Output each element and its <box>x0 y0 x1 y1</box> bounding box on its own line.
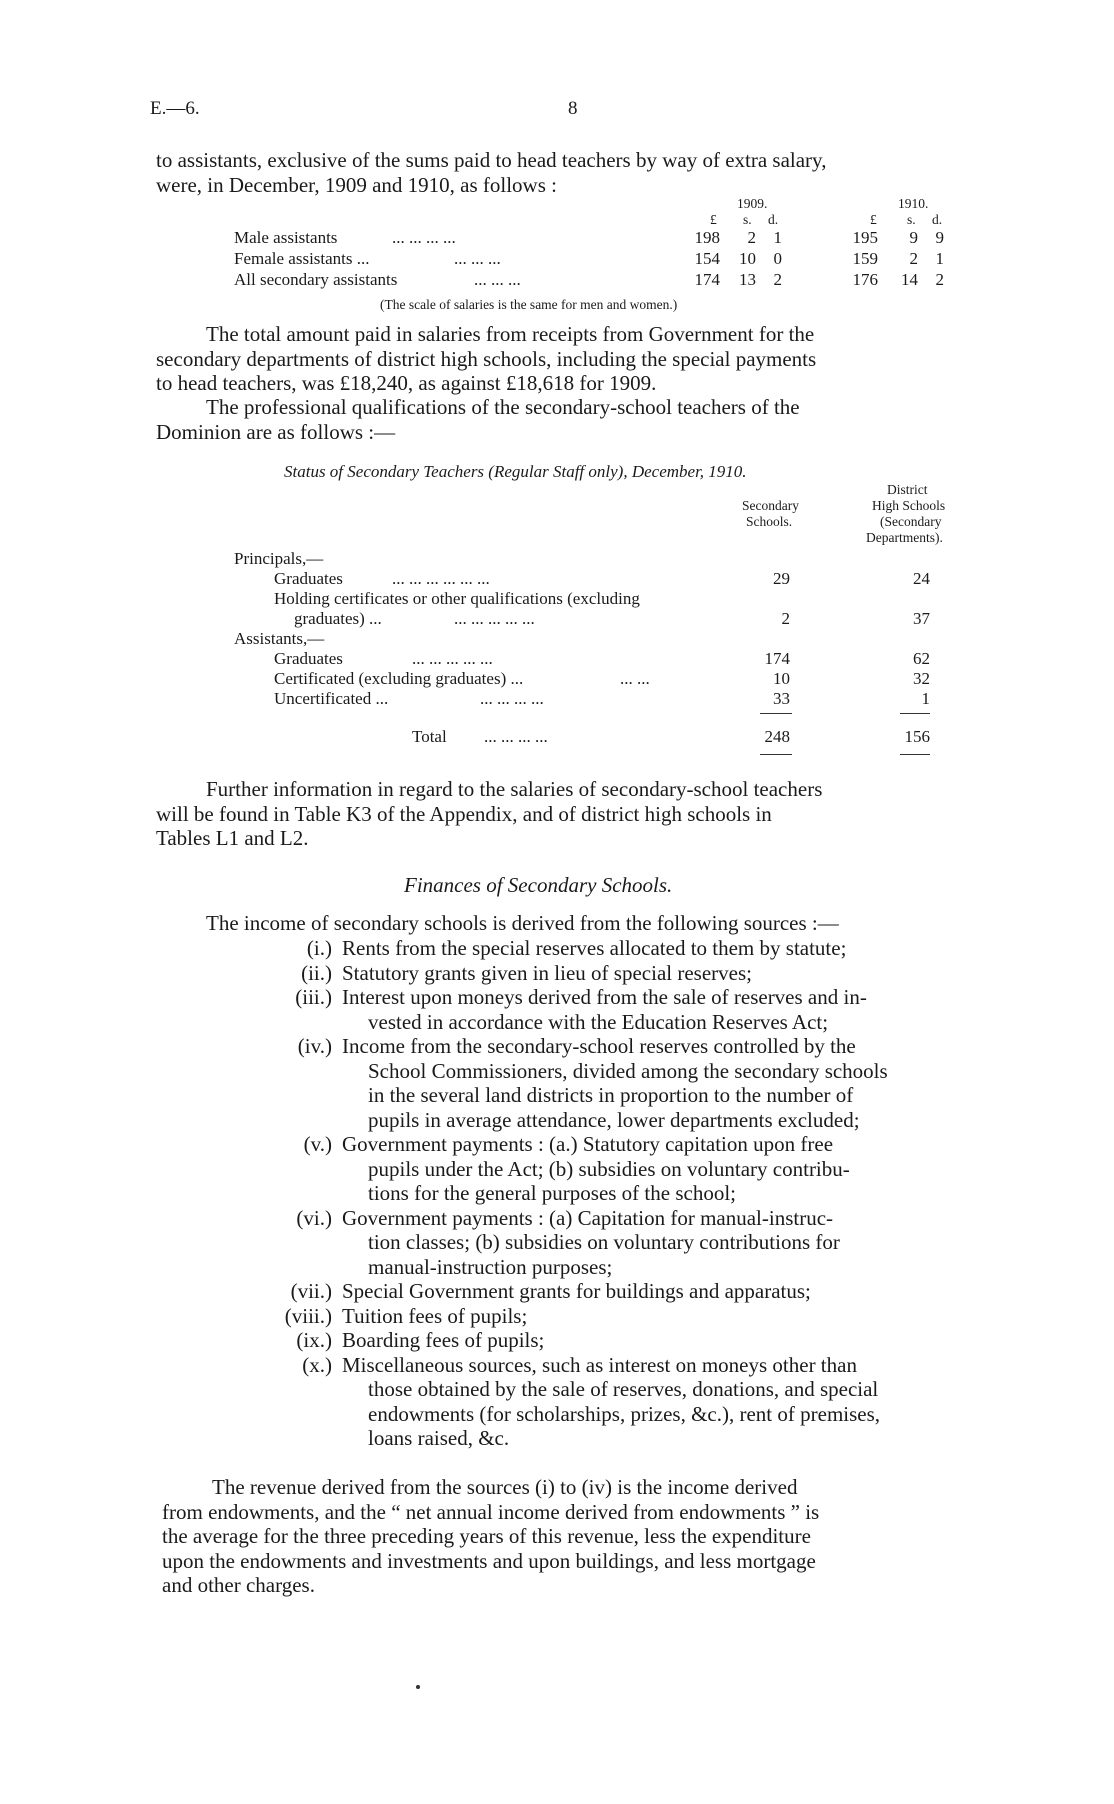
leader-dots: ... ... ... <box>454 249 501 268</box>
text-line: School Commissioners, divided among the secondary schools <box>368 1058 888 1083</box>
salaries-paragraph <box>156 322 1004 396</box>
column-heading: Secondary <box>742 498 799 513</box>
list-item-number: (v.) <box>303 1132 332 1156</box>
column-heading: District <box>887 482 928 497</box>
text-line: Further information in regard to the salaries of secondary-school teachers <box>206 777 823 801</box>
list-item <box>342 1279 811 1304</box>
total-label: Total <box>412 727 447 746</box>
table-row-label: Female assistants ... <box>234 249 370 268</box>
list-item-number: (vii.) <box>290 1279 332 1303</box>
text-line: Tuition fees of pupils; <box>342 1303 528 1328</box>
cell-pounds: 154 <box>694 249 720 268</box>
cell-pence: 1 <box>935 249 944 268</box>
cell-secondary: 29 <box>773 569 790 588</box>
leader-dots: ... ... ... ... <box>484 727 548 746</box>
section-heading: Finances of Secondary Schools. <box>404 873 673 897</box>
list-item <box>342 1034 888 1132</box>
leader-dots: ... ... ... ... <box>392 228 456 247</box>
table-caption: Status of Secondary Teachers (Regular Staff only), December, 1910. <box>284 462 747 481</box>
print-speck <box>416 1685 420 1689</box>
total-district: 156 <box>904 727 930 746</box>
text-line: to head teachers, was £18,240, as against £18,618 for 1909. <box>156 371 657 395</box>
list-item <box>342 1132 850 1206</box>
list-item <box>342 1328 544 1353</box>
year-heading: 1909. <box>737 196 768 211</box>
leader-dots: ... ... ... ... ... ... <box>392 569 490 588</box>
leader-dots: ... ... ... ... <box>480 689 544 708</box>
column-heading: Departments). <box>866 530 943 545</box>
list-item-number: (ix.) <box>296 1328 332 1352</box>
list-item-number: (i.) <box>306 936 332 960</box>
total-secondary: 248 <box>764 727 790 746</box>
list-item-number: (vi.) <box>296 1205 332 1230</box>
column-heading: (Secondary <box>880 514 942 529</box>
text-line: were, in December, 1909 and 1910, as follows : <box>156 172 557 197</box>
text-line: endowments (for scholarships, prizes, &c.), rent of premises, <box>368 1401 881 1426</box>
leader-dots: ... ... ... ... ... <box>412 649 493 668</box>
unit-pence: d. <box>932 212 943 227</box>
list-item-number: (ii.) <box>301 960 332 985</box>
income-sources-intro <box>206 911 1006 936</box>
text-line: Miscellaneous sources, such as interest on moneys other than <box>342 1352 857 1377</box>
leader-dots: ... ... <box>620 669 650 688</box>
page-code: E.—6. <box>150 98 200 119</box>
list-item <box>342 961 752 986</box>
leader-dots: ... ... ... ... ... <box>454 609 535 628</box>
text-line: The income of secondary schools is derived from the following sources :— <box>206 911 839 935</box>
cell-secondary: 10 <box>773 669 790 688</box>
text-line: Income from the secondary-school reserves controlled by the <box>342 1034 856 1058</box>
list-item <box>342 1304 527 1329</box>
text-line: Statutory grants given in lieu of special reserves; <box>342 960 752 985</box>
cell-shillings: 14 <box>901 270 918 289</box>
table-row-label: Graduates <box>274 649 343 668</box>
cell-pence: 2 <box>935 270 944 289</box>
text-line: Interest upon moneys derived from the sale of reserves and in- <box>342 985 867 1009</box>
unit-shillings: s. <box>907 212 916 227</box>
further-information-paragraph <box>156 777 1004 851</box>
cell-secondary: 2 <box>781 609 790 628</box>
list-item <box>342 1206 840 1280</box>
text-line: vested in accordance with the Education Reserves Act; <box>368 1009 829 1034</box>
cell-district: 24 <box>913 569 930 588</box>
list-item <box>342 985 1006 1034</box>
text-line: Boarding fees of pupils; <box>342 1328 545 1352</box>
text-line: The professional qualifications of the secondary-school teachers of the <box>206 395 800 419</box>
text-line: The revenue derived from the sources (i) to (iv) is the income derived <box>212 1475 798 1499</box>
unit-pounds: £ <box>710 212 717 227</box>
text-line: secondary departments of district high schools, including the special payments <box>156 346 817 371</box>
text-line: to assistants, exclusive of the sums paid to head teachers by way of extra salary, <box>156 148 827 172</box>
text-line: those obtained by the sale of reserves, donations, and special <box>368 1377 879 1401</box>
unit-pence: d. <box>768 212 779 227</box>
group-heading: Assistants,— <box>234 629 325 648</box>
cell-pounds: 198 <box>694 228 720 247</box>
text-line: Special Government grants for buildings and apparatus; <box>342 1279 811 1303</box>
text-line: and other charges. <box>162 1573 315 1597</box>
page-number: 8 <box>568 98 578 119</box>
column-heading: Schools. <box>746 514 793 529</box>
list-item-number: (iv.) <box>297 1034 332 1058</box>
cell-shillings: 2 <box>909 249 918 268</box>
table-row-label: Certificated (excluding graduates) ... <box>274 669 524 688</box>
cell-district: 62 <box>913 649 930 668</box>
intro-paragraph <box>156 148 1004 197</box>
text-line: tions for the general purposes of the school; <box>368 1181 736 1205</box>
text-line: upon the endowments and investments and upon buildings, and less mortgage <box>162 1548 816 1573</box>
group-heading: Principals,— <box>234 549 324 568</box>
cell-pounds: 195 <box>852 228 878 247</box>
text-line: Tables L1 and L2. <box>156 826 309 850</box>
table-row-label: Uncertificated ... <box>274 689 389 708</box>
table-note: (The scale of salaries is the same for men and women.) <box>380 297 678 312</box>
sum-rule <box>760 713 792 714</box>
table-row-label: Graduates <box>274 569 343 588</box>
cell-shillings: 13 <box>739 270 756 289</box>
cell-secondary: 33 <box>773 689 790 708</box>
text-line: from endowments, and the “ net annual income derived from endowments ” is <box>162 1499 820 1524</box>
sum-rule <box>900 754 930 755</box>
text-line: pupils in average attendance, lower departments excluded; <box>368 1107 860 1132</box>
cell-pence: 2 <box>773 270 782 289</box>
cell-shillings: 10 <box>739 249 756 268</box>
sum-rule <box>900 713 930 714</box>
cell-shillings: 9 <box>909 228 918 247</box>
list-item-number: (viii.) <box>284 1303 332 1328</box>
text-line: tion classes; (b) subsidies on voluntary contributions for <box>368 1230 840 1254</box>
unit-pounds: £ <box>870 212 877 227</box>
leader-dots: ... ... ... <box>474 270 521 289</box>
list-item <box>342 1353 880 1451</box>
cell-secondary: 174 <box>764 649 790 668</box>
cell-pence: 1 <box>773 228 782 247</box>
table-row-label: Male assistants <box>234 228 338 247</box>
text-line: Government payments : (a) Capitation for manual-instruc- <box>342 1205 834 1230</box>
table-row-label: All secondary assistants <box>234 270 398 289</box>
column-heading: High Schools <box>872 498 946 513</box>
text-line: Dominion are as follows :— <box>156 419 396 444</box>
text-line: in the several land districts in proportion to the number of <box>368 1083 854 1107</box>
table-row-label: graduates) ... <box>294 609 382 628</box>
list-item-number: (iii.) <box>295 985 332 1009</box>
list-item-number: (x.) <box>302 1352 332 1377</box>
cell-shillings: 2 <box>747 228 756 247</box>
sum-rule <box>760 754 792 755</box>
year-heading: 1910. <box>898 196 929 211</box>
qualifications-paragraph <box>156 395 1004 444</box>
text-line: loans raised, &c. <box>368 1426 510 1450</box>
revenue-paragraph <box>162 1475 1010 1598</box>
text-line: will be found in Table K3 of the Appendix, and of district high schools in <box>156 801 772 826</box>
unit-shillings: s. <box>743 212 752 227</box>
text-line: Government payments : (a.) Statutory capitation upon free <box>342 1132 834 1156</box>
text-line: the average for the three preceding years of this revenue, less the expenditure <box>162 1524 811 1548</box>
cell-pence: 9 <box>935 228 944 247</box>
cell-district: 37 <box>913 609 930 628</box>
cell-pounds: 159 <box>852 249 878 268</box>
cell-district: 1 <box>921 689 930 708</box>
text-line: manual-instruction purposes; <box>368 1254 613 1279</box>
text-line: Rents from the special reserves allocated to them by statute; <box>342 936 847 960</box>
cell-pounds: 176 <box>852 270 878 289</box>
cell-pence: 0 <box>773 249 782 268</box>
text-line: pupils under the Act; (b) subsidies on voluntary contribu- <box>368 1156 850 1181</box>
cell-pounds: 174 <box>694 270 720 289</box>
cell-district: 32 <box>913 669 930 688</box>
text-line: The total amount paid in salaries from receipts from Government for the <box>206 322 815 346</box>
table-row-label: Holding certificates or other qualifications (excluding <box>274 589 640 608</box>
list-item <box>342 936 846 961</box>
